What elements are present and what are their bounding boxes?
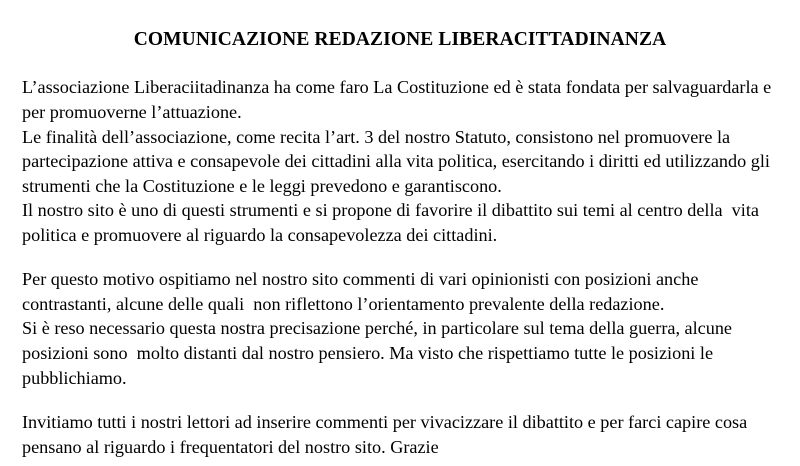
paragraph: L’associazione Liberaciitadinanza ha come faro La Costituzione ed è stata fondata per salvaguardarla e per promuoverne l’attuazione. [22, 77, 776, 122]
paragraph: Le finalità dell’associazione, come recita l’art. 3 del nostro Statuto, consistono nel promuovere la partecipazione attiva e consapevole dei cittadini alla vita politica, esercitando i diritti ed utilizzando gli strumenti che la Costituzione e le leggi prevedono e garantiscono. [22, 126, 775, 196]
paragraph: Per questo motivo ospitiamo nel nostro sito commenti di vari opinionisti con posizioni anche contrastanti, alcune delle quali non riflettono l’orientamento prevalente della redazione. [22, 269, 703, 314]
paragraph: Invitiamo tutti i nostri lettori ad inserire commenti per vivacizzare il dibattito e per farci capire cosa pensano al riguardo i frequentatori del nostro sito. Grazie [22, 412, 752, 457]
paragraph: Si è reso necessario questa nostra precisazione perché, in particolare sul tema della guerra, alcune posizioni sono molto distanti dal nostro pensiero. Ma visto che rispettiamo tutte le posizioni le pubblichiamo. [22, 318, 737, 388]
paragraph: Il nostro sito è uno di questi strumenti e si propone di favorire il dibattito sui temi al centro della vita politica e promuovere al riguardo la consapevolezza dei cittadini. [22, 200, 764, 245]
paragraph-spacer [22, 390, 778, 410]
page-title: COMUNICAZIONE REDAZIONE LIBERACITTADINANZA [133, 29, 667, 50]
paragraph-block-1 [22, 75, 778, 247]
paragraph-block-2 [22, 267, 778, 390]
paragraph-spacer [22, 247, 778, 267]
paragraph-block-3 [22, 410, 778, 459]
